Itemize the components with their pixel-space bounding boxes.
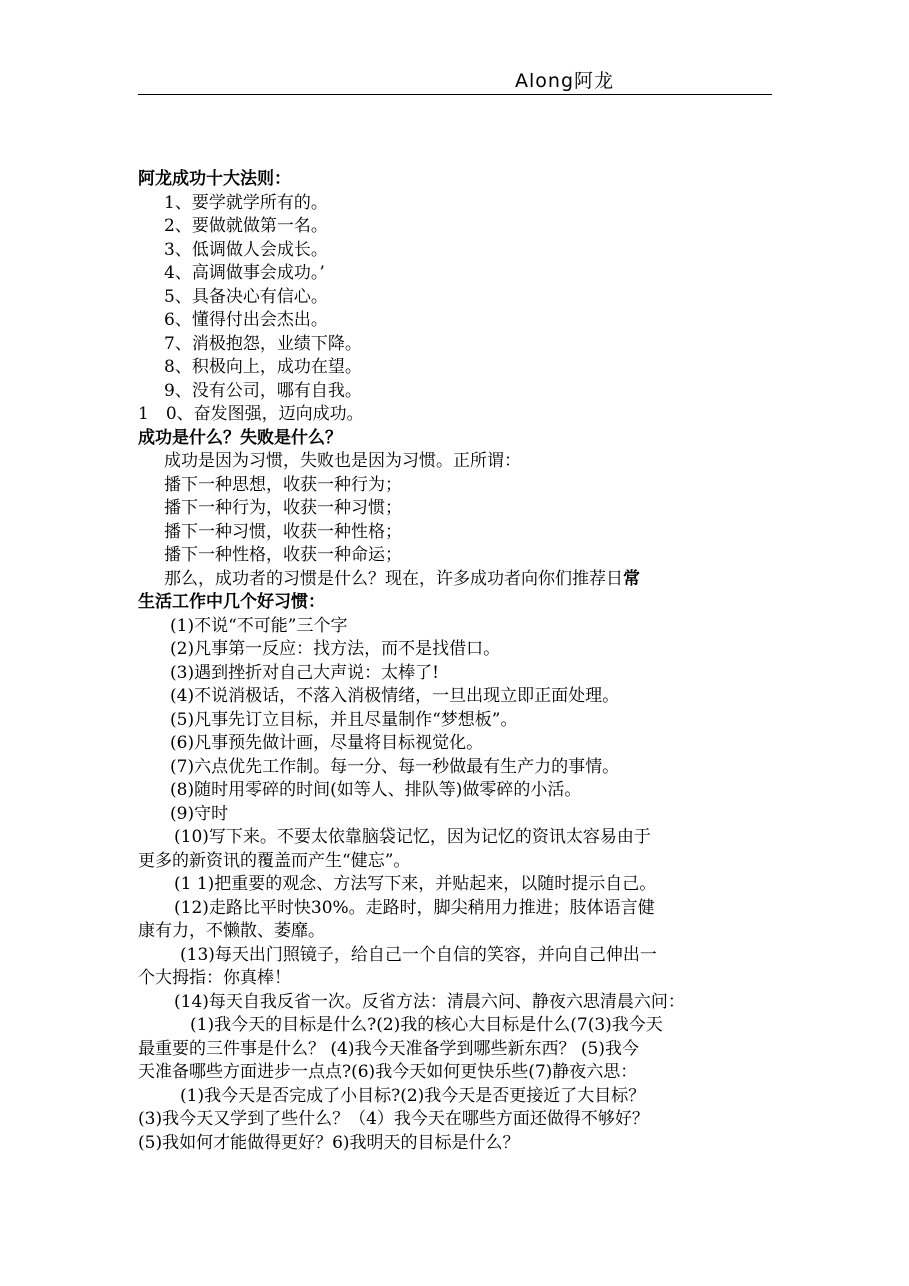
text-line-content: 7、消极抱怨，业绩下降。: [164, 333, 362, 354]
text-line-content: 播下一种思想，收获一种行为；: [164, 474, 402, 495]
text-line: [138, 591, 778, 615]
text-line-content: 5、具备决心有信心。: [164, 286, 328, 307]
text-line-content: (6)凡事预先做计画，尽量将目标视觉化。: [170, 733, 484, 753]
text-line: [138, 450, 778, 474]
text-line-content: 成功是什么？失败是什么？: [138, 427, 342, 448]
text-line: [138, 427, 778, 451]
text-line: [138, 638, 778, 662]
text-line: [138, 239, 778, 263]
text-line: [138, 944, 778, 968]
text-line-content: 阿龙成功十大法则：: [138, 169, 291, 189]
text-line-content: 2、要做就做第一名。: [164, 216, 328, 236]
text-line: [138, 826, 778, 850]
document-body: [138, 168, 778, 1155]
text-line-content: (1)我今天的目标是什么?(2)我的核心大目标是什么(7(3)我今天: [190, 1015, 663, 1035]
text-line-content: (7)六点优先工作制。每一分、每一秒做最有生产力的事情。: [170, 756, 620, 777]
text-line-content: (4)不说消极话，不落入消极情绪，一旦出现立即正面处理。: [170, 686, 620, 706]
text-line-content: 9、没有公司，哪有自我。: [164, 380, 362, 401]
text-line: [138, 521, 778, 545]
text-line-content: (5)我如何才能做得更好？6)我明天的目标是什么？: [138, 1132, 520, 1153]
text-line-content: 康有力，不懒散、萎靡。: [138, 921, 325, 941]
text-line-content: 4、高调做事会成功。’: [164, 263, 325, 283]
text-line-content: (10)写下来。不要太依靠脑袋记忆，因为记忆的资讯太容易由于: [174, 827, 651, 847]
text-line-tail: 常: [623, 568, 640, 589]
text-line: [138, 897, 778, 921]
text-line: [138, 333, 778, 357]
text-line: [138, 756, 778, 780]
text-line: [138, 967, 778, 991]
text-line: [138, 474, 778, 498]
text-line: [138, 544, 778, 568]
text-line-content: 那么，成功者的习惯是什么？现在，许多成功者向你们推荐日: [164, 568, 623, 589]
text-line: [138, 403, 778, 427]
text-line: [138, 779, 778, 803]
text-line-content: 成功是因为习惯，失败也是因为习惯。正所谓：: [164, 451, 521, 471]
text-line-content: (1 1)把重要的观念、方法写下来，并贴起来，以随时提示自己。: [174, 874, 657, 894]
header-title: Along阿龙: [515, 70, 615, 92]
text-line-content: 更多的新资讯的覆盖而产生“健忘”。: [138, 850, 411, 871]
text-line-content: (1)我今天是否完成了小目标?(2)我今天是否更接近了大目标？: [180, 1085, 646, 1106]
text-line-content: (12)走路比平时快30%。走路时，脚尖稍用力推进；肢体语言健: [174, 897, 655, 918]
text-line-content: (8)随时用零碎的时间(如等人、排队等)做零碎的小活。: [170, 780, 582, 800]
text-line: [138, 1108, 778, 1132]
text-line-content: (3)我今天又学到了些什么？（4）我今天在哪些方面还做得不够好？: [138, 1109, 649, 1129]
text-line: [138, 615, 778, 639]
text-line: [138, 568, 778, 592]
text-line: [138, 1014, 778, 1038]
text-line: [138, 662, 778, 686]
text-line-content: (3)遇到挫折对自己大声说：太棒了!: [170, 662, 439, 683]
text-line: [138, 685, 778, 709]
text-line: [138, 1038, 778, 1062]
text-line: [138, 850, 778, 874]
text-line: [138, 497, 778, 521]
text-line-content: 生活工作中几个好习惯：: [138, 592, 325, 612]
text-line-content: (5)凡事先订立目标，并且尽量制作“梦想板”。: [170, 709, 518, 730]
text-line-content: 播下一种行为，收获一种习惯；: [164, 498, 402, 518]
text-line: [138, 920, 778, 944]
text-line: [138, 1085, 778, 1109]
text-line-content: 天准备哪些方面进步一点点?(6)我今天如何更快乐些(7)静夜六思：: [138, 1062, 638, 1082]
text-line: [138, 286, 778, 310]
page-header: [138, 60, 772, 95]
text-line-content: 1、要学就学所有的。: [164, 192, 328, 213]
text-line-content: 播下一种性格，收获一种命运；: [164, 545, 402, 565]
text-line-content: (13)每天出门照镜子，给自己一个自信的笑容，并向自己伸出一: [180, 944, 657, 965]
text-line-content: (9)守时: [170, 803, 229, 824]
text-line-content: 8、积极向上，成功在望。: [164, 357, 362, 377]
text-line: [138, 215, 778, 239]
text-line-content: 3、低调做人会成长。: [164, 239, 328, 260]
text-line-content: 个大拇指：你真棒！: [138, 968, 291, 988]
text-line: [138, 803, 778, 827]
text-line: [138, 168, 778, 192]
text-line: [138, 356, 778, 380]
text-line-content: 最重要的三件事是什么？ (4)我今天准备学到哪些新东西？ (5)我今: [138, 1038, 639, 1059]
text-line: [138, 991, 778, 1015]
text-line: [138, 1061, 778, 1085]
text-line: [138, 192, 778, 216]
text-line: [138, 732, 778, 756]
text-line: [138, 873, 778, 897]
text-line-content: (1)不说“不可能”三个字: [170, 615, 348, 636]
text-line-content: (2)凡事第一反应：找方法，而不是找借口。: [170, 639, 501, 659]
text-line: [138, 1132, 778, 1156]
text-line-content: 6、懂得付出会杰出。: [164, 310, 328, 330]
text-line-content: 1 0、奋发图强，迈向成功。: [138, 404, 364, 424]
text-line: [138, 309, 778, 333]
text-line: [138, 709, 778, 733]
text-line: [138, 262, 778, 286]
text-line-content: 播下一种习惯，收获一种性格；: [164, 521, 402, 542]
text-line: [138, 380, 778, 404]
text-line-content: (14)每天自我反省一次。反省方法：清晨六问、静夜六思清晨六问：: [174, 991, 685, 1012]
